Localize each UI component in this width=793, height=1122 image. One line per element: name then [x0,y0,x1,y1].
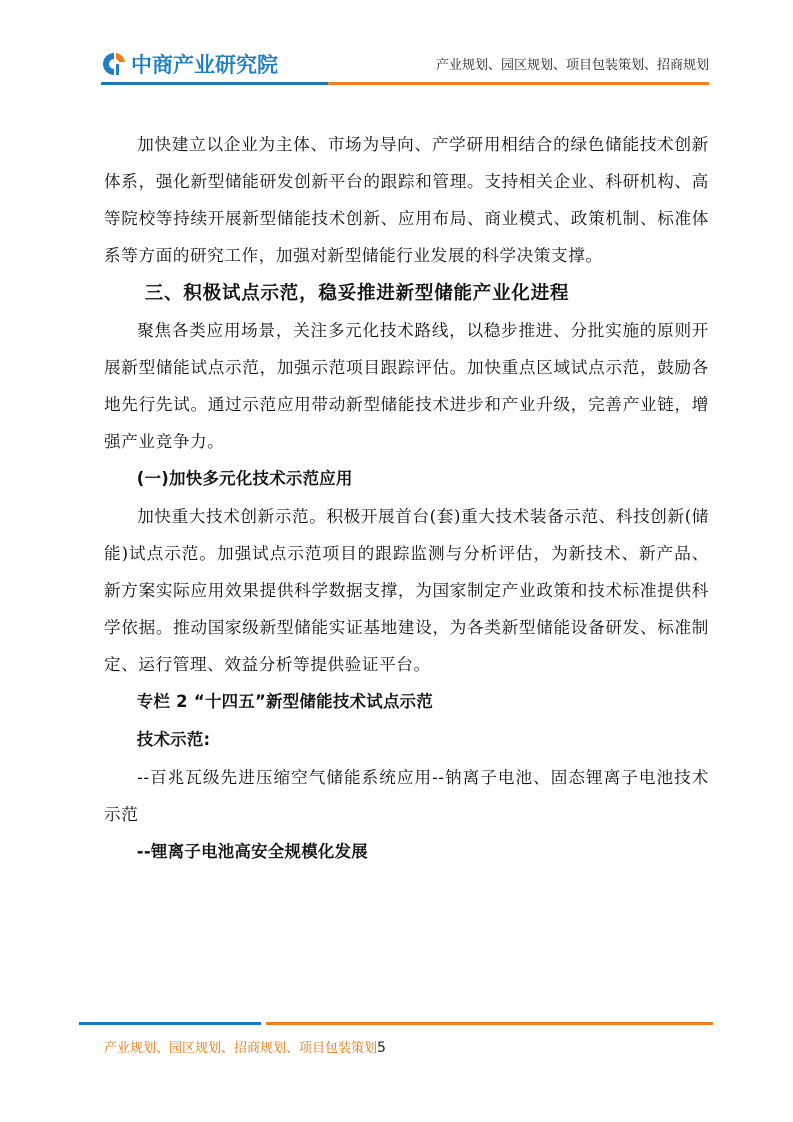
box-item-2: --锂离子电池高安全规模化发展 [136,842,368,861]
paragraph-pilot-demonstration: 聚焦各类应用场景，关注多元化技术路线，以稳步推进、分批实施的原则开展新型储能试点示范，加强示范项目跟踪评估。加快重点区域试点示范，鼓励各地先行先试。通过示范应用带动新型储能技术进步和产业升级，完善产业链，增强产业竞争力。 [104,321,709,451]
document-body [104,126,709,871]
header-tagline: 产业规划、园区规划、项目包装策划、招商规划 [435,58,709,73]
logo-text: 中商产业研究院 [131,53,278,77]
box-title: 专栏 2 “十四五”新型储能技术试点示范 [136,692,434,711]
paragraph-major-tech-demo: 加快重大技术创新示范。积极开展首台(套)重大技术装备示范、科技创新(储能)试点示范。加强试点示范项目的跟踪监测与分析评估，为新技术、新产品、新方案实际应用效果提供科学数据支撑，为国家制定产业政策和技术标准提供科学依据。推动国家级新型储能实证基地建设，为各类新型储能设备研发、标准制定、运行管理、效益分析等提供验证平台。 [104,507,709,674]
section-heading-3: 三、积极试点示范，稳妥推进新型储能产业化进程 [144,283,570,304]
logo-icon [101,51,127,77]
footer-tagline: 产业规划、园区规划、招商规划、项目包装策划 [104,1041,378,1056]
paragraph-innovation-system: 加快建立以企业为主体、市场为导向、产学研用相结合的绿色储能技术创新体系，强化新型储能研发创新平台的跟踪和管理。支持相关企业、科研机构、高等院校等持续开展新型储能技术创新、应用布局、商业模式、政策机制、标准体系等方面的研究工作，加强对新型储能行业发展的科学决策支撑。 [104,135,709,265]
footer-rule-orange [266,1022,713,1025]
box-item-1: --百兆瓦级先进压缩空气储能系统应用--钠离子电池、固态锂离子电池技术示范 [104,768,709,824]
header-rule-orange [328,82,709,85]
footer-rule-blue [79,1022,261,1025]
page-number: 5 [377,1040,386,1056]
page-header [0,0,793,90]
subsection-heading-1: (一)加快多元化技术示范应用 [136,469,353,488]
page-footer [104,1037,386,1056]
company-logo [101,49,278,79]
box-subtitle: 技术示范: [136,730,211,749]
header-rule-blue [101,82,328,85]
